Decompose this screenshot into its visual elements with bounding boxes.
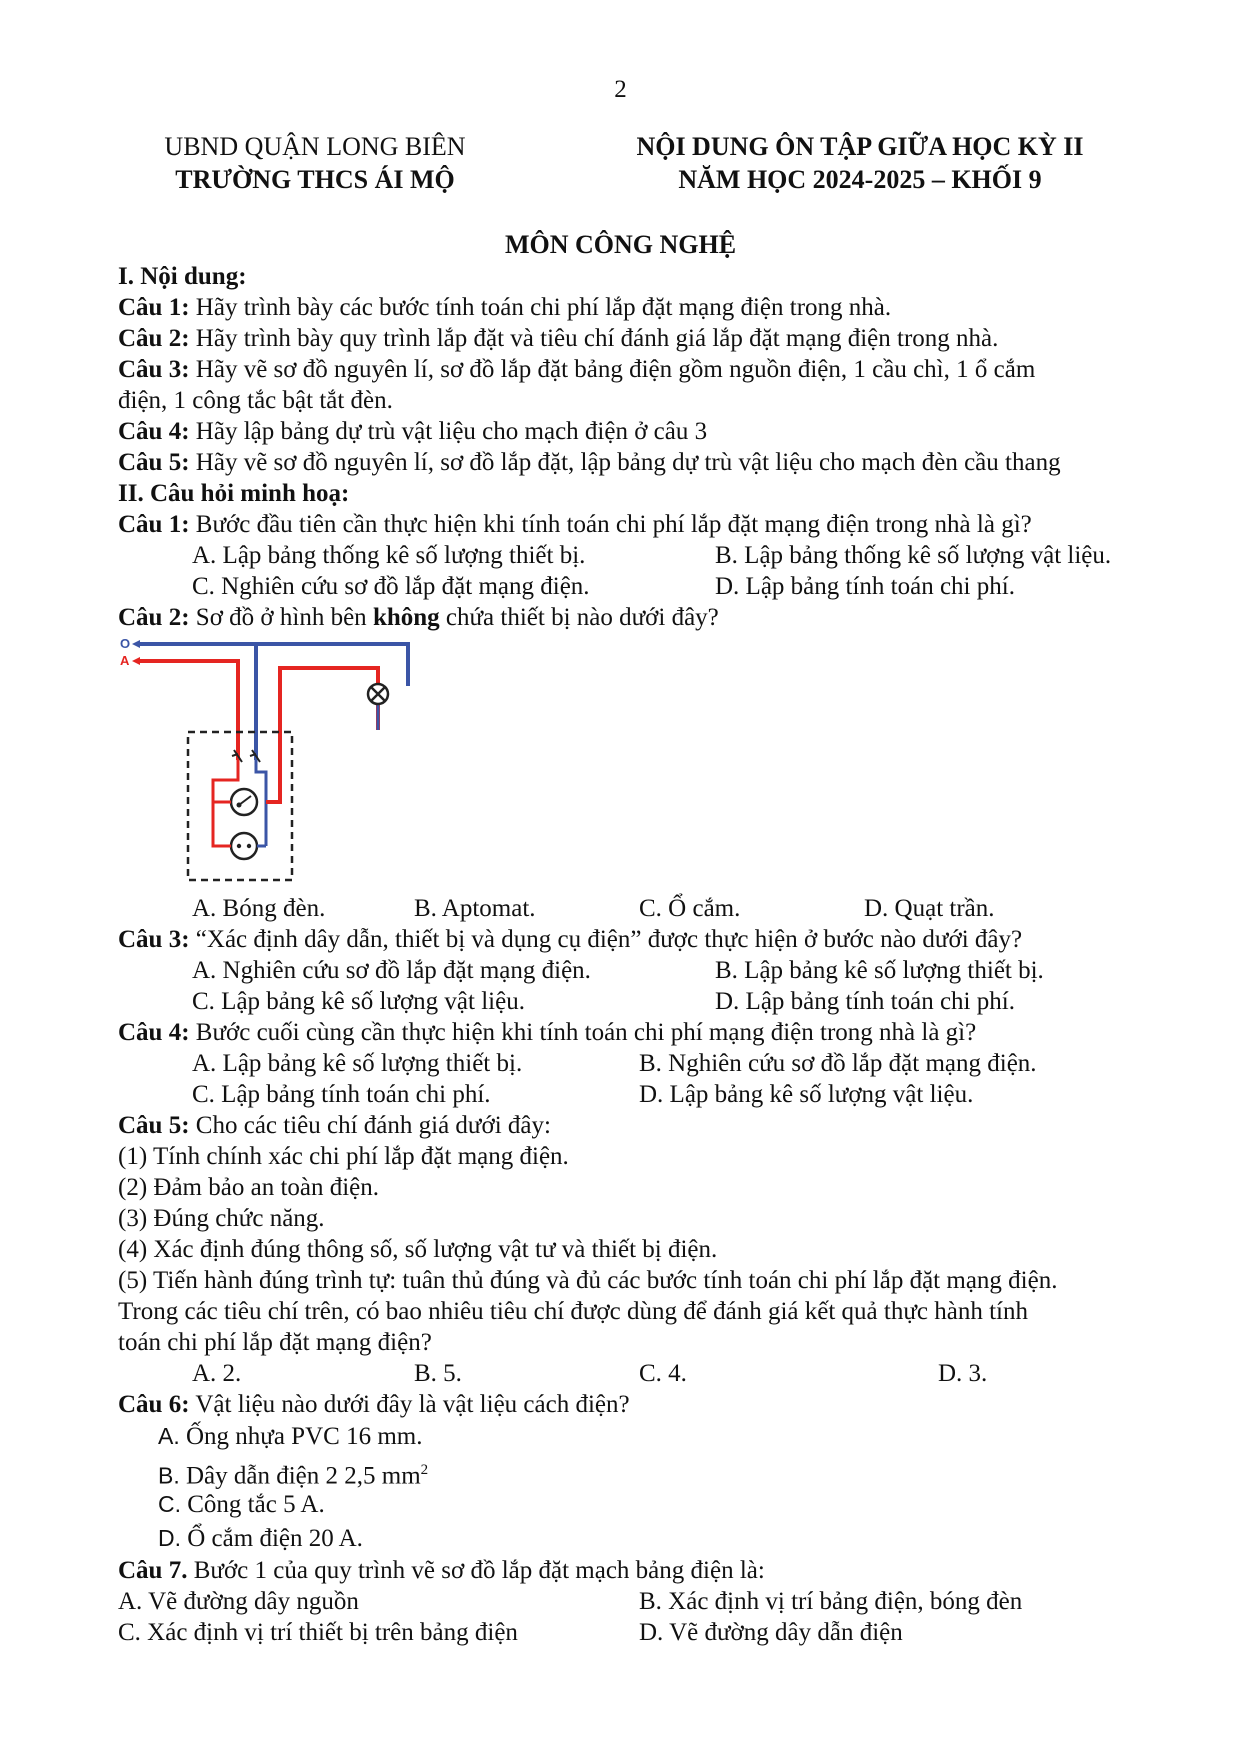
neutral-wire <box>140 644 408 686</box>
q7-option-a: A. Vẽ đường dây nguồn <box>118 1588 359 1615</box>
option-text: Công tắc 5 A. <box>187 1491 325 1518</box>
header-left-line2: TRƯỜNG THCS ÁI MỘ <box>175 165 455 194</box>
question-6 <box>118 1389 630 1420</box>
q6-option-a <box>158 1421 422 1452</box>
option-letter: D. <box>158 1525 181 1551</box>
question-3 <box>118 924 1022 955</box>
item-label: Câu 1: <box>118 294 190 321</box>
section1-heading: I. Nội dung: <box>118 263 247 290</box>
question-text: Bước 1 của quy trình vẽ sơ đồ lắp đặt mạch bảng điện là: <box>187 1557 765 1584</box>
question-label: Câu 2: <box>118 604 190 631</box>
question-text: Bước cuối cùng cần thực hiện khi tính toán chi phí mạng điện trong nhà là gì? <box>189 1019 977 1046</box>
option-letter: A. <box>158 1423 180 1449</box>
option-text: Ống nhựa PVC 16 mm. <box>185 1423 423 1450</box>
neutral-arrow-icon <box>132 640 140 648</box>
switch-lamp-wire <box>266 668 378 802</box>
question-label: Câu 6: <box>118 1391 190 1418</box>
q5-criterion-1: (1) Tính chính xác chi phí lắp đặt mạng điện. <box>118 1143 569 1170</box>
content-item-3-cont: điện, 1 công tắc bật tắt đèn. <box>118 387 393 414</box>
q3-option-b: B. Lập bảng kê số lượng thiết bị. <box>715 957 1044 984</box>
q1-option-b: B. Lập bảng thống kê số lượng vật liệu. <box>715 542 1112 569</box>
item-label: Câu 2: <box>118 325 190 352</box>
q5-option-c: C. 4. <box>639 1360 687 1387</box>
q5-option-a: A. 2. <box>192 1360 242 1387</box>
q5-criterion-3: (3) Đúng chức năng. <box>118 1205 325 1232</box>
content-item-4 <box>118 416 707 447</box>
item-label: Câu 4: <box>118 418 190 445</box>
phase-label: A <box>120 653 130 668</box>
header-right-line2: NĂM HỌC 2024-2025 – KHỐI 9 <box>678 165 1042 194</box>
question-label: Câu 7. <box>118 1557 188 1584</box>
q2-option-d: D. Quạt trần. <box>864 895 995 922</box>
question-label: Câu 3: <box>118 926 190 953</box>
q3-option-d: D. Lập bảng tính toán chi phí. <box>715 988 1015 1015</box>
section2-heading: II. Câu hỏi minh hoạ: <box>118 480 350 507</box>
item-text: Hãy vẽ sơ đồ nguyên lí, sơ đồ lắp đặt, lập bảng dự trù vật liệu cho mạch đèn cầu thang <box>189 449 1061 476</box>
phase-arrow-icon <box>132 657 140 665</box>
item-text: Hãy lập bảng dự trù vật liệu cho mạch điện ở câu 3 <box>189 418 708 445</box>
question-label: Câu 1: <box>118 511 190 538</box>
q2-option-a: A. Bóng đèn. <box>192 895 326 922</box>
item-label: Câu 3: <box>118 356 190 383</box>
neutral-label: O <box>120 636 131 651</box>
subject-title: MÔN CÔNG NGHỆ <box>504 230 737 259</box>
option-letter: B. <box>158 1462 180 1489</box>
header-left-line1: UBND QUẬN LONG BIÊN <box>164 132 466 161</box>
question-text: Vật liệu nào dưới đây là vật liệu cách điện? <box>189 1391 630 1418</box>
q6-option-c <box>158 1489 325 1520</box>
q5-criterion-5: (5) Tiến hành đúng trình tự: tuân thủ đúng và đủ các bước tính toán chi phí lắp đặt mạng điện. <box>118 1267 1058 1294</box>
option-text: Ổ cắm điện 20 A. <box>187 1525 363 1552</box>
q4-option-c: C. Lập bảng tính toán chi phí. <box>192 1081 491 1108</box>
phase-wire <box>140 661 238 760</box>
question-1 <box>118 509 1032 540</box>
q2-option-b: B. Aptomat. <box>414 895 536 922</box>
question-4 <box>118 1017 976 1048</box>
item-text: Hãy vẽ sơ đồ nguyên lí, sơ đồ lắp đặt bảng điện gồm nguồn điện, 1 cầu chì, 1 ổ cắm <box>189 356 1036 383</box>
q3-option-a: A. Nghiên cứu sơ đồ lắp đặt mạng điện. <box>192 957 591 984</box>
q6-option-b <box>158 1455 428 1491</box>
item-text: Hãy trình bày quy trình lắp đặt và tiêu chí đánh giá lắp đặt mạng điện trong nhà. <box>189 325 999 352</box>
question-text-end: chứa thiết bị nào dưới đây? <box>439 604 719 631</box>
q1-option-d: D. Lập bảng tính toán chi phí. <box>715 573 1015 600</box>
q1-option-c: C. Nghiên cứu sơ đồ lắp đặt mạng điện. <box>192 573 590 600</box>
item-label: Câu 5: <box>118 449 190 476</box>
q2-option-c: C. Ổ cắm. <box>639 895 741 922</box>
content-item-1 <box>118 292 891 323</box>
switch-icon <box>231 789 257 815</box>
q5-option-b: B. 5. <box>414 1360 462 1387</box>
option-letter: C. <box>158 1491 181 1517</box>
question-2 <box>118 602 719 633</box>
question-text: “Xác định dây dẫn, thiết bị và dụng cụ điện” được thực hiện ở bước nào dưới đây? <box>189 926 1023 953</box>
content-item-3 <box>118 354 1035 385</box>
q6-option-d <box>158 1523 363 1554</box>
q4-option-b: B. Nghiên cứu sơ đồ lắp đặt mạng điện. <box>639 1050 1037 1077</box>
question-text: Cho các tiêu chí đánh giá dưới đây: <box>189 1112 551 1139</box>
option-text: Dây dẫn điện 2 2,5 mm <box>185 1462 421 1490</box>
q5-criterion-4: (4) Xác định đúng thông số, số lượng vật tư và thiết bị điện. <box>118 1236 718 1263</box>
q4-option-d: D. Lập bảng kê số lượng vật liệu. <box>639 1081 974 1108</box>
header-right-line1: NỘI DUNG ÔN TẬP GIỮA HỌC KỲ II <box>636 132 1084 161</box>
circuit-diagram <box>116 632 416 884</box>
content-item-5 <box>118 447 1061 478</box>
question-label: Câu 5: <box>118 1112 190 1139</box>
q4-option-a: A. Lập bảng kê số lượng thiết bị. <box>192 1050 523 1077</box>
question-label: Câu 4: <box>118 1019 190 1046</box>
question-text: Bước đầu tiên cần thực hiện khi tính toán chi phí lắp đặt mạng điện trong nhà là gì? <box>189 511 1032 538</box>
q5-option-d: D. 3. <box>938 1360 988 1387</box>
question-7 <box>118 1555 765 1586</box>
socket-icon <box>231 833 257 859</box>
question-5 <box>118 1110 551 1141</box>
option-superscript: 2 <box>420 1462 429 1478</box>
q1-option-a: A. Lập bảng thống kê số lượng thiết bị. <box>192 542 586 569</box>
q5-question-line1: Trong các tiêu chí trên, có bao nhiêu tiêu chí được dùng để đánh giá kết quả thực hành tính <box>118 1298 1028 1325</box>
q5-criterion-2: (2) Đảm bảo an toàn điện. <box>118 1174 380 1201</box>
q7-option-c: C. Xác định vị trí thiết bị trên bảng điện <box>118 1619 518 1646</box>
content-item-2 <box>118 323 998 354</box>
item-text: Hãy trình bày các bước tính toán chi phí lắp đặt mạng điện trong nhà. <box>189 294 892 321</box>
q5-question-line2: toán chi phí lắp đặt mạng điện? <box>118 1329 432 1356</box>
page-number: 2 <box>614 76 627 103</box>
q7-option-d: D. Vẽ đường dây dẫn điện <box>639 1619 903 1646</box>
q3-option-c: C. Lập bảng kê số lượng vật liệu. <box>192 988 525 1015</box>
question-text-emphasis: không <box>372 604 440 631</box>
lamp-icon <box>368 684 388 704</box>
question-text: Sơ đồ ở hình bên <box>189 604 373 631</box>
q7-option-b: B. Xác định vị trí bảng điện, bóng đèn <box>639 1588 1023 1615</box>
